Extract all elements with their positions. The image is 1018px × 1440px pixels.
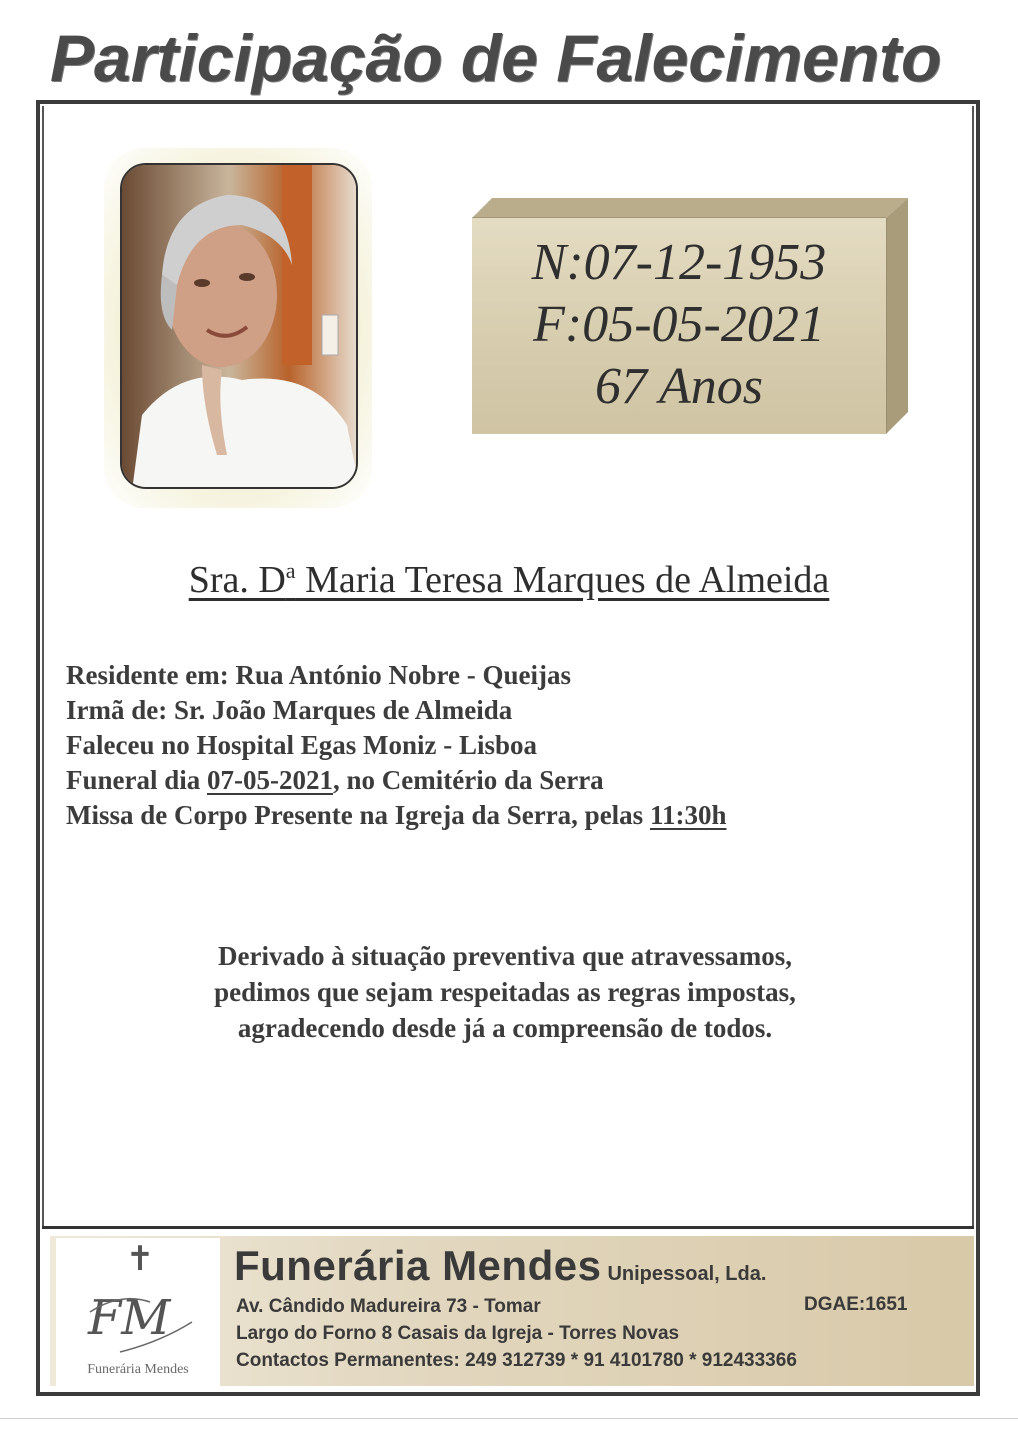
covid-notice: [80, 938, 930, 1046]
logo-caption: Funerária Mendes: [87, 1362, 189, 1377]
residence-line: Residente em: Rua António Nobre - Queijas: [66, 660, 571, 690]
portrait-image: [122, 165, 358, 489]
details-block: [66, 658, 946, 833]
company-suffix: Unipessoal, Lda.: [607, 1263, 767, 1285]
name-full: Maria Teresa Marques de Almeida: [295, 559, 830, 601]
monogram-logo: [80, 1282, 200, 1362]
name-prefix-sup: a: [285, 558, 296, 583]
bottom-rule: [0, 1418, 1018, 1419]
contacts-line: Contactos Permanentes: 249 312739 * 91 4101780 * 912433366: [236, 1350, 797, 1371]
page-title: Participação de Falecimento: [50, 21, 942, 95]
monogram-text: FM: [88, 1290, 171, 1346]
mass-time: 11:30h: [649, 800, 727, 830]
portrait-photo: [120, 163, 358, 489]
address-line-1: Av. Cândido Madureira 73 - Tomar: [236, 1296, 541, 1317]
mass-line: [66, 798, 946, 833]
deceased-name: [44, 556, 974, 604]
funeral-line: [66, 763, 946, 798]
birth-date: N:07-12-1953: [531, 234, 827, 291]
death-date: F:05-05-2021: [533, 296, 825, 353]
notice-line-3: agradecendo desde já a compreensão de todos.: [237, 1013, 773, 1043]
sibling-line: Irmã de: Sr. João Marques de Almeida: [66, 695, 513, 725]
address-line-2: Largo do Forno 8 Casais da Igreja - Torres Novas: [236, 1323, 680, 1344]
mass-prefix: Missa de Corpo Presente na Igreja da Serra, pelas: [66, 800, 650, 830]
funeral-suffix: , no Cemitério da Serra: [333, 765, 604, 795]
company-name: Funerária Mendes: [234, 1242, 602, 1289]
dgae-number: DGAE:1651: [804, 1294, 908, 1315]
funeral-date: 07-05-2021: [207, 765, 333, 795]
date-plaque-text: [472, 232, 886, 418]
notice-line-1: Derivado à situação preventiva que atravessamos,: [218, 941, 792, 971]
age: 67 Anos: [594, 358, 764, 415]
company-heading: [234, 1242, 974, 1290]
death-place-line: Faleceu no Hospital Egas Moniz - Lisboa: [66, 730, 538, 760]
funeral-prefix: Funeral dia: [66, 765, 208, 795]
notice-line-2: pedimos que sejam respeitadas as regras impostas,: [214, 977, 796, 1007]
name-prefix: Sra. D: [188, 559, 286, 601]
cross-icon: ✝: [125, 1241, 155, 1278]
